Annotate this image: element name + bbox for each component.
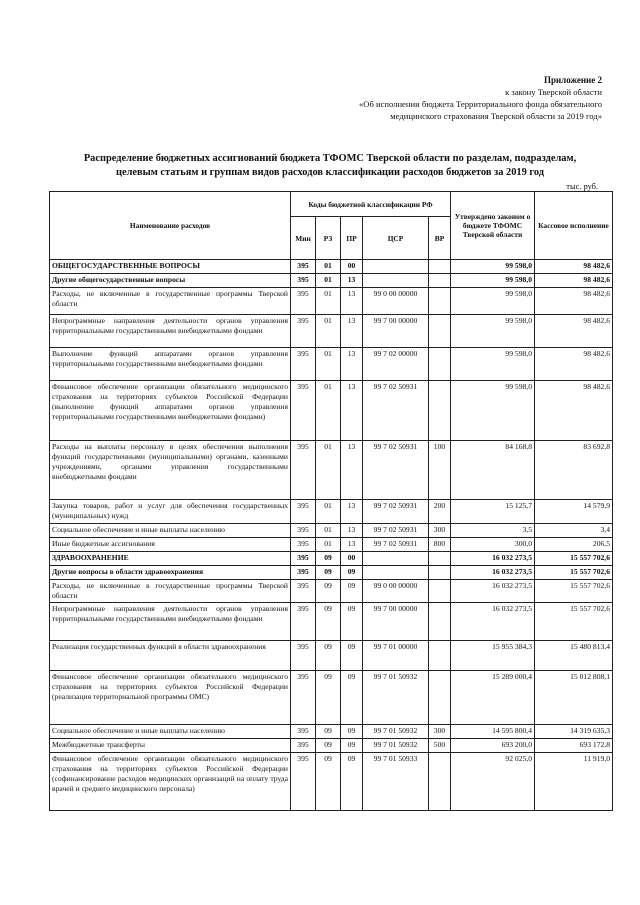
cell-csr: 99 0 00 00000: [363, 288, 429, 315]
cell-csr: 99 7 00 00000: [363, 315, 429, 348]
cell-approved: 99 598,0: [451, 381, 535, 441]
cell-name: Социальное обеспечение и иные выплаты населению: [50, 524, 291, 538]
cell-rz: 01: [316, 441, 341, 500]
cell-min: 395: [291, 538, 316, 552]
cell-rz: 09: [316, 739, 341, 753]
cell-csr: 99 7 02 50931: [363, 538, 429, 552]
cell-cash: 206,5: [535, 538, 613, 552]
cell-pr: 09: [341, 671, 363, 725]
document-heading: [50, 152, 610, 180]
cell-csr: [363, 566, 429, 580]
cell-pr: 13: [341, 315, 363, 348]
cell-cash: 15 012 808,1: [535, 671, 613, 725]
cell-vr: [429, 566, 451, 580]
cell-pr: 09: [341, 739, 363, 753]
cell-name: Финансовое обеспечение организации обязательного медицинского страхования на территориях субъектов Российской Федерации (софинансирование расходов медицинских организаций на оплату труда врачей и среднего медицинского персонала): [50, 753, 291, 811]
units-label: тыс. руб.: [566, 182, 598, 191]
cell-rz: 09: [316, 753, 341, 811]
cell-min: 395: [291, 441, 316, 500]
cell-pr: 13: [341, 441, 363, 500]
table-row: [50, 288, 613, 315]
cell-cash: 83 692,8: [535, 441, 613, 500]
cell-min: 395: [291, 753, 316, 811]
cell-name: ОБЩЕГОСУДАРСТВЕННЫЕ ВОПРОСЫ: [50, 260, 291, 274]
cell-vr: 300: [429, 524, 451, 538]
cell-cash: 98 482,6: [535, 274, 613, 288]
cell-vr: [429, 260, 451, 274]
cell-pr: 13: [341, 288, 363, 315]
cell-rz: 01: [316, 381, 341, 441]
cell-cash: 15 557 702,6: [535, 552, 613, 566]
header-approved: Утверждено законом о бюджете ТФОМС Тверской области: [451, 192, 535, 260]
cell-min: 395: [291, 274, 316, 288]
table-row: [50, 580, 613, 603]
cell-pr: 09: [341, 566, 363, 580]
table-row: [50, 538, 613, 552]
cell-approved: 15 125,7: [451, 500, 535, 524]
cell-pr: 00: [341, 552, 363, 566]
cell-min: 395: [291, 348, 316, 381]
cell-vr: [429, 580, 451, 603]
cell-rz: 09: [316, 671, 341, 725]
cell-pr: 00: [341, 260, 363, 274]
cell-vr: 200: [429, 500, 451, 524]
header-vr: ВР: [429, 217, 451, 260]
cell-min: 395: [291, 725, 316, 739]
cell-cash: 98 482,6: [535, 348, 613, 381]
cell-rz: 09: [316, 552, 341, 566]
cell-name: Расходы, не включенные в государственные программы Тверской области: [50, 288, 291, 315]
cell-pr: 09: [341, 603, 363, 641]
table-row: [50, 348, 613, 381]
cell-csr: 99 7 01 50933: [363, 753, 429, 811]
cell-name: Социальное обеспечение и иные выплаты населению: [50, 725, 291, 739]
cell-rz: 01: [316, 315, 341, 348]
cell-csr: 99 7 01 50932: [363, 725, 429, 739]
cell-cash: 693 172,8: [535, 739, 613, 753]
cell-vr: [429, 348, 451, 381]
cell-approved: 99 598,0: [451, 274, 535, 288]
cell-cash: 98 482,6: [535, 381, 613, 441]
cell-rz: 01: [316, 348, 341, 381]
cell-pr: 13: [341, 524, 363, 538]
cell-pr: 13: [341, 381, 363, 441]
cell-approved: 693 200,0: [451, 739, 535, 753]
cell-min: 395: [291, 603, 316, 641]
cell-approved: 15 289 000,4: [451, 671, 535, 725]
budget-table: [49, 191, 613, 811]
header-cash: Кассовое исполнение: [535, 192, 613, 260]
cell-name: Выполнение функций аппаратами органов управления территориальными государственными внебюджетными фондами: [50, 348, 291, 381]
cell-approved: 99 598,0: [451, 315, 535, 348]
cell-approved: 16 032 273,5: [451, 580, 535, 603]
cell-min: 395: [291, 260, 316, 274]
cell-vr: 100: [429, 441, 451, 500]
cell-csr: [363, 274, 429, 288]
cell-approved: 99 598,0: [451, 348, 535, 381]
header-pr: ПР: [341, 217, 363, 260]
table-row: [50, 524, 613, 538]
table-row: [50, 274, 613, 288]
cell-pr: 13: [341, 274, 363, 288]
appendix-line-2: «Об исполнении бюджета Территориального фонда обязательного: [358, 99, 602, 109]
cell-rz: 09: [316, 603, 341, 641]
cell-min: 395: [291, 739, 316, 753]
cell-cash: 15 557 702,6: [535, 566, 613, 580]
cell-cash: 98 482,6: [535, 288, 613, 315]
cell-csr: 99 7 02 50931: [363, 500, 429, 524]
cell-cash: 14 579,9: [535, 500, 613, 524]
cell-approved: 16 032 273,5: [451, 552, 535, 566]
cell-name: Межбюджетные трансферты: [50, 739, 291, 753]
cell-name: Закупка товаров, работ и услуг для обеспечения государственных (муниципальных) нужд: [50, 500, 291, 524]
cell-name: Непрограммные направления деятельности органов управления территориальными государственными внебюджетными фондами: [50, 603, 291, 641]
cell-pr: 09: [341, 753, 363, 811]
header-min: Мин: [291, 217, 316, 260]
header-codes-group: Коды бюджетной классификации РФ: [291, 192, 451, 217]
cell-pr: 09: [341, 580, 363, 603]
cell-approved: 16 032 273,5: [451, 603, 535, 641]
table-row: [50, 552, 613, 566]
cell-name: Реализация государственных функций в области здравоохранения: [50, 641, 291, 671]
cell-pr: 13: [341, 538, 363, 552]
cell-min: 395: [291, 381, 316, 441]
cell-csr: 99 7 02 00000: [363, 348, 429, 381]
cell-csr: 99 7 02 50931: [363, 381, 429, 441]
heading-line-2: целевым статьям и группам видов расходов классификации расходов бюджетов за 2019 год: [115, 167, 545, 178]
table-row: [50, 753, 613, 811]
cell-approved: 92 025,0: [451, 753, 535, 811]
cell-approved: 99 598,0: [451, 288, 535, 315]
cell-rz: 09: [316, 580, 341, 603]
cell-rz: 09: [316, 566, 341, 580]
cell-name: Непрограммные направления деятельности органов управления территориальными государственными внебюджетными фондами: [50, 315, 291, 348]
cell-min: 395: [291, 566, 316, 580]
table-body: [50, 260, 613, 811]
cell-min: 395: [291, 315, 316, 348]
cell-vr: [429, 315, 451, 348]
cell-approved: 15 955 384,3: [451, 641, 535, 671]
table-row: [50, 260, 613, 274]
cell-cash: 14 319 635,3: [535, 725, 613, 739]
cell-csr: 99 7 02 50931: [363, 441, 429, 500]
cell-rz: 01: [316, 274, 341, 288]
appendix-title: Приложение 2: [543, 75, 602, 85]
heading-line-1: Распределение бюджетных ассигнований бюджета ТФОМС Тверской области по разделам, подразделам,: [83, 153, 577, 164]
cell-pr: 09: [341, 725, 363, 739]
cell-vr: 300: [429, 725, 451, 739]
cell-rz: 01: [316, 260, 341, 274]
table-row: [50, 641, 613, 671]
appendix-block: [359, 74, 602, 122]
cell-csr: 99 7 01 00000: [363, 641, 429, 671]
cell-name: Финансовое обеспечение организации обязательного медицинского страхования на территориях субъектов Российской Федерации (выполнение функций аппаратами органов управления территориальными государственными внебюджетными фондами): [50, 381, 291, 441]
cell-vr: 800: [429, 538, 451, 552]
table-row: [50, 381, 613, 441]
cell-csr: 99 7 00 00000: [363, 603, 429, 641]
cell-vr: [429, 381, 451, 441]
appendix-line-3: медицинского страхования Тверской области за 2019 год»: [390, 111, 602, 121]
header-name: Наименование расходов: [50, 192, 291, 260]
cell-approved: 300,0: [451, 538, 535, 552]
table-row: [50, 566, 613, 580]
table-row: [50, 671, 613, 725]
cell-name: Другие вопросы в области здравоохранения: [50, 566, 291, 580]
cell-rz: 09: [316, 641, 341, 671]
cell-name: Иные бюджетные ассигнования: [50, 538, 291, 552]
cell-min: 395: [291, 524, 316, 538]
cell-csr: [363, 260, 429, 274]
cell-pr: 13: [341, 348, 363, 381]
cell-vr: [429, 671, 451, 725]
cell-approved: 14 595 800,4: [451, 725, 535, 739]
cell-approved: 99 598,0: [451, 260, 535, 274]
cell-min: 395: [291, 500, 316, 524]
cell-csr: 99 7 01 50932: [363, 739, 429, 753]
cell-pr: 09: [341, 641, 363, 671]
cell-vr: 500: [429, 739, 451, 753]
table-row: [50, 603, 613, 641]
cell-vr: [429, 274, 451, 288]
cell-cash: 98 482,6: [535, 260, 613, 274]
cell-rz: 01: [316, 500, 341, 524]
cell-cash: 98 482,6: [535, 315, 613, 348]
cell-name: Расходы на выплаты персоналу в целях обеспечения выполнения функций государственными (муниципальными) органами, казенными учреждениями, органами управления государственными внебюджетными фондами: [50, 441, 291, 500]
table-row: [50, 315, 613, 348]
cell-cash: 3,4: [535, 524, 613, 538]
cell-vr: [429, 288, 451, 315]
cell-csr: 99 7 01 50932: [363, 671, 429, 725]
cell-min: 395: [291, 552, 316, 566]
cell-min: 395: [291, 671, 316, 725]
cell-name: Расходы, не включенные в государственные программы Тверской области: [50, 580, 291, 603]
cell-csr: 99 7 02 50931: [363, 524, 429, 538]
cell-min: 395: [291, 580, 316, 603]
table-row: [50, 500, 613, 524]
cell-approved: 16 032 273,5: [451, 566, 535, 580]
table-row: [50, 739, 613, 753]
header-csr: ЦСР: [363, 217, 429, 260]
cell-rz: 01: [316, 524, 341, 538]
table-row: [50, 725, 613, 739]
cell-approved: 3,5: [451, 524, 535, 538]
cell-pr: 13: [341, 500, 363, 524]
cell-vr: [429, 753, 451, 811]
cell-cash: 15 557 702,6: [535, 603, 613, 641]
cell-cash: 11 919,0: [535, 753, 613, 811]
cell-min: 395: [291, 288, 316, 315]
header-rz: РЗ: [316, 217, 341, 260]
appendix-line-1: к закону Тверской области: [505, 87, 602, 97]
cell-csr: [363, 552, 429, 566]
cell-name: Другие общегосударственные вопросы: [50, 274, 291, 288]
cell-vr: [429, 552, 451, 566]
cell-min: 395: [291, 641, 316, 671]
table-row: [50, 441, 613, 500]
cell-name: ЗДРАВООХРАНЕНИЕ: [50, 552, 291, 566]
cell-vr: [429, 603, 451, 641]
cell-vr: [429, 641, 451, 671]
cell-approved: 84 168,8: [451, 441, 535, 500]
cell-rz: 01: [316, 538, 341, 552]
cell-name: Финансовое обеспечение организации обязательного медицинского страхования на территориях субъектов Российской Федерации (реализация территориальной программы ОМС): [50, 671, 291, 725]
cell-csr: 99 0 00 00000: [363, 580, 429, 603]
cell-cash: 15 557 702,6: [535, 580, 613, 603]
cell-cash: 15 480 813,4: [535, 641, 613, 671]
cell-rz: 09: [316, 725, 341, 739]
cell-rz: 01: [316, 288, 341, 315]
